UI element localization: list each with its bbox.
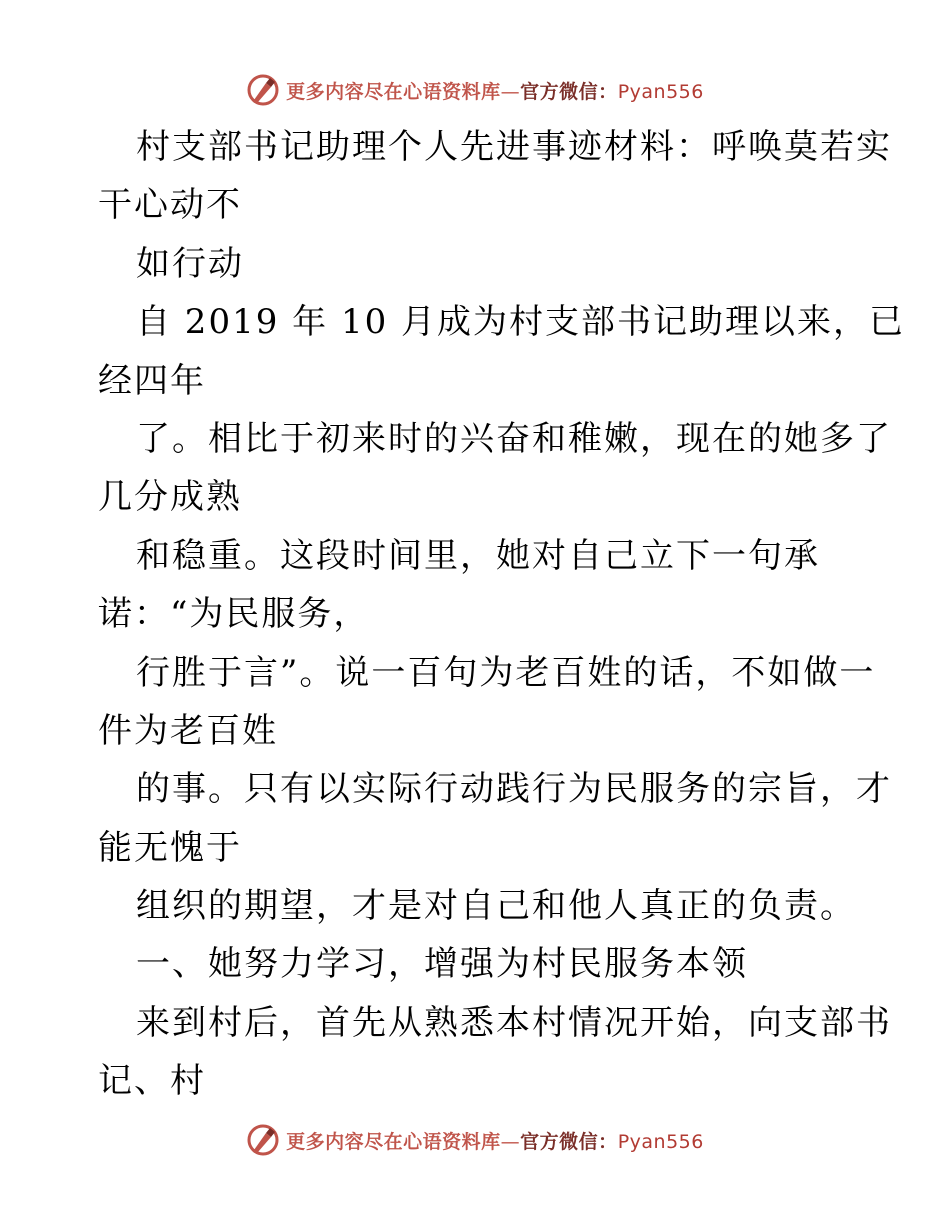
watermark-text: 更多内容尽在心语资料库: [286, 1130, 501, 1153]
footer-watermark: [0, 1120, 950, 1160]
document-body: [98, 118, 906, 1111]
text-line: 行胜于言”。说一百句为老百姓的话，不如做一: [136, 652, 876, 693]
text-line: 自 2019 年 10 月成为村支部书记助理以来，已: [136, 302, 906, 343]
text-line: 和稳重。这段时间里，她对自己立下一句承: [136, 535, 820, 576]
text-line: 干心动不: [98, 185, 242, 226]
watermark-label: 官方微信：: [520, 80, 618, 103]
text-line: 诺：“为民服务，: [98, 594, 370, 635]
text-line: 来到村后，首先从熟悉本村情况开始，向支部书: [136, 1002, 892, 1043]
pen-nib-circle-icon: [246, 73, 280, 107]
text-line: 村支部书记助理个人先进事迹材料：呼唤莫若实: [136, 127, 892, 167]
text-line: 件为老百姓: [98, 710, 278, 751]
watermark-dash: —: [500, 1130, 521, 1153]
watermark-label: 官方微信：: [520, 1130, 618, 1153]
text-line: 记、村: [98, 1061, 206, 1102]
section-heading: 一、她努力学习，增强为村民服务本领: [136, 944, 748, 985]
header-watermark: [0, 70, 950, 110]
text-line: 能无愧于: [98, 827, 242, 868]
text-line: 了。相比于初来时的兴奋和稚嫩，现在的她多了: [136, 418, 892, 459]
pen-nib-circle-icon: [246, 1123, 280, 1157]
text-line: 组织的期望，才是对自己和他人真正的负责。: [136, 886, 856, 927]
text-line: 几分成熟: [98, 477, 242, 518]
watermark-id: Pyan556: [617, 80, 704, 103]
watermark-text: 更多内容尽在心语资料库: [286, 80, 501, 103]
watermark-id: Pyan556: [617, 1130, 704, 1153]
text-line: 的事。只有以实际行动践行为民服务的宗旨，才: [136, 769, 892, 810]
watermark-dash: —: [500, 80, 521, 103]
text-line: 经四年: [98, 360, 206, 401]
text-line: 如行动: [136, 243, 244, 284]
